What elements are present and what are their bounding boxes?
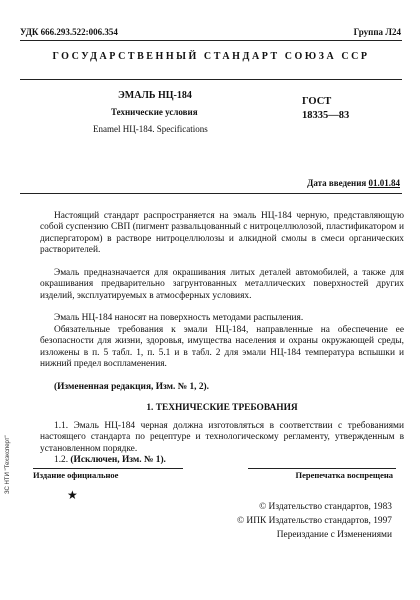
margin-note: ЗС НТИ "Техэксперт" [5, 435, 11, 494]
paragraph-amendment: (Измененная редакция, Изм. № 1, 2). [54, 382, 210, 392]
clause-1-2-text: (Исключен, Изм. № 1). [70, 455, 166, 465]
copyright-1983: © Издательство стандартов, 1983 [259, 502, 392, 512]
date-rule [20, 193, 402, 194]
clause-1-2 [40, 455, 404, 466]
document-title: ЭМАЛЬ НЦ-184 [118, 90, 192, 101]
paragraph-requirements: Обязательные требования к эмали НЦ-184, направленные на обеспечение ее безопасности для жизни, здоровья, имущества населения и охраны окружающей среды, изложены в п. 5 табл. 1, п. 5.1 и в табл. 2 для эмали НЦ-184 температура вспышки и нижний предел воспламенения. [40, 325, 404, 370]
section-heading: 1. ТЕХНИЧЕСКИЕ ТРЕБОВАНИЯ [146, 403, 298, 413]
english-title: Enamel НЦ-184. Specifications [93, 124, 208, 134]
gost-number: 18335—83 [302, 110, 350, 121]
group-code: Группа Л24 [353, 27, 401, 37]
footer-rule-right [248, 468, 396, 469]
clause-1-2-number: 1.2. [54, 455, 69, 465]
official-edition: Издание официальное [33, 470, 119, 480]
paragraph-scope: Настоящий стандарт распространяется на эмаль НЦ-184 черную, представляющую собой суспензию СВП (пигмент развальцованный с нитроцеллюлозой, пластификатором и диспергатором) в растворе нитроцеллюлозы и алкидной смолы в смеси органических растворителей. [40, 211, 404, 256]
top-rule [20, 40, 402, 41]
paragraph-purpose: Эмаль предназначается для окрашивания литых деталей автомобилей, а также для окрашивания предварительно загрунтованных металлических поверхностей других изделий, эксплуатируемых в атмосферных условиях. [40, 268, 404, 301]
gost-label: ГОСТ [302, 96, 332, 107]
introduction-date [307, 178, 400, 188]
star-icon: ★ [67, 488, 78, 502]
standard-title: ГОСУДАРСТВЕННЫЙ СТАНДАРТ СОЮЗА ССР [52, 51, 370, 62]
clause-1-1: 1.1. Эмаль НЦ-184 черная должна изготовляться в соответствии с требованиями настоящего стандарта по рецептуре и технологическому регламенту, утвержденным в установленном порядке. [40, 421, 404, 454]
udk-code: УДК 666.293.522:006.354 [20, 27, 118, 37]
reprint-notice: Перепечатка воспрещена [295, 470, 393, 480]
introduction-date-label: Дата введения [307, 178, 367, 188]
copyright-1997: © ИПК Издательство стандартов, 1997 [236, 516, 392, 526]
reissue-note: Переиздание с Изменениями [276, 530, 392, 540]
introduction-date-value: 01.01.84 [368, 178, 400, 188]
title-rule [20, 79, 402, 80]
paragraph-application: Эмаль НЦ-184 наносят на поверхность методами распыления. [54, 313, 304, 323]
document-subtitle: Технические условия [111, 107, 198, 117]
footer-rule-left [33, 468, 183, 469]
